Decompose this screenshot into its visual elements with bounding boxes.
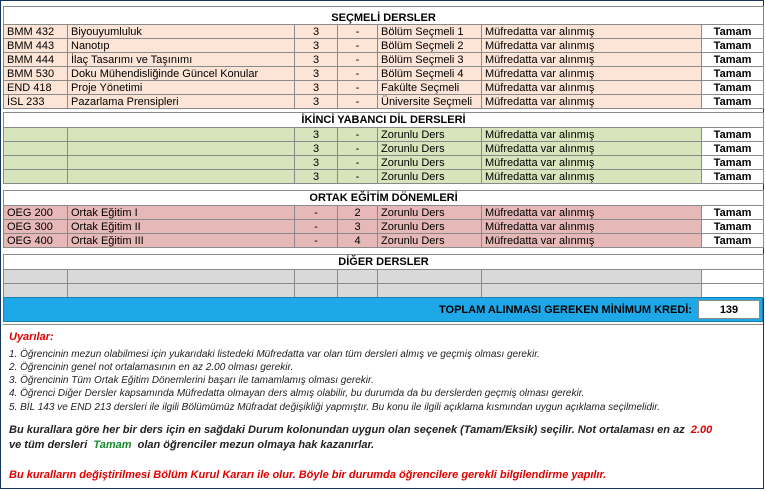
course-name-cell (68, 128, 295, 142)
credit-cell: 3 (295, 67, 338, 81)
course-code-cell: İSL 233 (4, 95, 68, 109)
course-name-cell (68, 170, 295, 184)
table-cell[interactable] (338, 270, 378, 284)
ects-cell: - (338, 81, 378, 95)
credit-cell: 3 (295, 128, 338, 142)
status-cell[interactable]: Tamam (702, 156, 764, 170)
status-cell[interactable]: Tamam (702, 220, 764, 234)
course-code-cell: BMM 444 (4, 53, 68, 67)
table-cell[interactable] (378, 270, 482, 284)
course-name-cell (68, 156, 295, 170)
total-credit-bar (3, 297, 763, 322)
course-name-cell: Pazarlama Prensipleri (68, 95, 295, 109)
foreign-language-table (3, 112, 764, 184)
curriculum-cell: Müfredatta var alınmış (482, 95, 702, 109)
table-cell[interactable] (4, 284, 68, 298)
credit-cell: 3 (295, 25, 338, 39)
other-courses-table (3, 254, 764, 298)
status-cell[interactable]: Tamam (702, 53, 764, 67)
credit-cell: 3 (295, 53, 338, 67)
credit-cell: 3 (295, 142, 338, 156)
ects-cell: - (338, 128, 378, 142)
course-name-cell: Ortak Eğitim III (68, 234, 295, 248)
course-type-cell: Zorunlu Ders (378, 142, 482, 156)
credit-cell: - (295, 234, 338, 248)
curriculum-cell: Müfredatta var alınmış (482, 67, 702, 81)
warning-item: 1. Öğrencinin mezun olabilmesi için yukarıdaki listedeki Müfredatta var olan tüm dersleri almış ve geçmiş olması gerekir. (9, 349, 540, 360)
curriculum-cell: Müfredatta var alınmış (482, 220, 702, 234)
course-type-cell: Zorunlu Ders (378, 170, 482, 184)
course-name-cell: Proje Yönetimi (68, 81, 295, 95)
table-cell[interactable] (4, 270, 68, 284)
table-row[interactable] (4, 142, 764, 156)
credit-cell: 3 (295, 156, 338, 170)
course-type-cell: Zorunlu Ders (378, 156, 482, 170)
course-code-cell: BMM 432 (4, 25, 68, 39)
table-row[interactable] (4, 170, 764, 184)
course-code-cell (4, 142, 68, 156)
course-type-cell: Üniversite Seçmeli (378, 95, 482, 109)
course-name-cell (68, 142, 295, 156)
table-row[interactable] (4, 53, 764, 67)
status-cell[interactable]: Tamam (702, 234, 764, 248)
status-cell[interactable]: Tamam (702, 25, 764, 39)
warnings-section (3, 324, 763, 489)
credit-cell: - (295, 206, 338, 220)
ects-cell: - (338, 39, 378, 53)
course-name-cell: Nanotıp (68, 39, 295, 53)
status-cell[interactable] (702, 284, 764, 298)
course-code-cell: OEG 200 (4, 206, 68, 220)
table-row[interactable] (4, 206, 764, 220)
credit-cell: - (295, 220, 338, 234)
rule-text-2: ve tüm dersleri (9, 439, 88, 451)
table-cell[interactable] (378, 284, 482, 298)
credit-cell: 3 (295, 170, 338, 184)
warning-item: 4. Öğrenci Diğer Dersler kapsamında Müfredatta olmayan ders almış olabilir, bu durumda da bu derslerden geçmiş olması gerekir. (9, 388, 585, 399)
table-cell[interactable] (68, 284, 295, 298)
curriculum-cell: Müfredatta var alınmış (482, 128, 702, 142)
table-row[interactable] (4, 270, 764, 284)
ects-cell: - (338, 142, 378, 156)
table-row[interactable] (4, 220, 764, 234)
table-row[interactable] (4, 81, 764, 95)
table-row[interactable] (4, 39, 764, 53)
ects-cell: - (338, 156, 378, 170)
credit-cell: 3 (295, 81, 338, 95)
table-row[interactable] (4, 67, 764, 81)
course-code-cell: END 418 (4, 81, 68, 95)
course-code-cell (4, 156, 68, 170)
curriculum-cell: Müfredatta var alınmış (482, 53, 702, 67)
course-type-cell: Bölüm Seçmeli 1 (378, 25, 482, 39)
elective-courses-table (3, 6, 764, 109)
course-name-cell: Biyouyumluluk (68, 25, 295, 39)
course-code-cell: OEG 400 (4, 234, 68, 248)
table-row[interactable] (4, 95, 764, 109)
course-type-cell: Zorunlu Ders (378, 128, 482, 142)
curriculum-cell: Müfredatta var alınmış (482, 156, 702, 170)
course-code-cell: OEG 300 (4, 220, 68, 234)
table-cell[interactable] (295, 284, 338, 298)
total-credit-label: TOPLAM ALINMASI GEREKEN MİNİMUM KREDİ: (439, 304, 692, 316)
course-type-cell: Zorunlu Ders (378, 234, 482, 248)
curriculum-cell: Müfredatta var alınmış (482, 206, 702, 220)
table-row[interactable] (4, 284, 764, 298)
table-row[interactable] (4, 25, 764, 39)
ects-cell: 2 (338, 206, 378, 220)
course-name-cell: İlaç Tasarımı ve Taşınımı (68, 53, 295, 67)
coop-section-title: ORTAK EĞİTİM DÖNEMLERİ (4, 191, 764, 206)
course-type-cell: Zorunlu Ders (378, 220, 482, 234)
rule-tamam-word: Tamam (93, 439, 132, 451)
status-cell[interactable]: Tamam (702, 81, 764, 95)
foreign-language-section-title: İKİNCİ YABANCI DİL DERSLERİ (4, 113, 764, 128)
course-name-cell: Ortak Eğitim I (68, 206, 295, 220)
course-type-cell: Bölüm Seçmeli 3 (378, 53, 482, 67)
rule-text-3: olan öğrenciler mezun olmaya hak kazanırlar. (137, 439, 375, 451)
course-code-cell (4, 128, 68, 142)
rule-text-1: Bu kurallara göre her bir ders için en sağdaki Durum kolonundan uygun olan seçenek (Tamam/Eksik) seçilir. Not ortalaması en az (9, 424, 685, 436)
credit-cell: 3 (295, 95, 338, 109)
curriculum-cell: Müfredatta var alınmış (482, 39, 702, 53)
table-cell[interactable] (482, 270, 702, 284)
course-name-cell: Ortak Eğitim II (68, 220, 295, 234)
course-type-cell: Bölüm Seçmeli 4 (378, 67, 482, 81)
ects-cell: - (338, 170, 378, 184)
ects-cell: 3 (338, 220, 378, 234)
table-row[interactable] (4, 234, 764, 248)
status-cell[interactable]: Tamam (702, 95, 764, 109)
table-cell[interactable] (68, 270, 295, 284)
curriculum-cell: Müfredatta var alınmış (482, 170, 702, 184)
status-cell[interactable]: Tamam (702, 39, 764, 53)
course-code-cell: BMM 530 (4, 67, 68, 81)
elective-section-title: SEÇMELİ DERSLER (4, 7, 764, 25)
ects-cell: - (338, 95, 378, 109)
curriculum-cell: Müfredatta var alınmış (482, 25, 702, 39)
status-cell[interactable] (702, 270, 764, 284)
status-cell[interactable]: Tamam (702, 206, 764, 220)
ects-cell: - (338, 67, 378, 81)
status-cell[interactable]: Tamam (702, 170, 764, 184)
total-credit-value[interactable]: 139 (698, 300, 760, 319)
warning-item: 2. Öğrencinin genel not ortalamasının en az 2.00 olması gerekir. (9, 362, 294, 373)
table-cell[interactable] (295, 270, 338, 284)
course-name-cell: Doku Mühendisliğinde Güncel Konular (68, 67, 295, 81)
course-type-cell: Bölüm Seçmeli 2 (378, 39, 482, 53)
curriculum-cell: Müfredatta var alınmış (482, 142, 702, 156)
course-code-cell (4, 170, 68, 184)
table-row[interactable] (4, 156, 764, 170)
coop-education-table (3, 190, 764, 248)
course-type-cell: Fakülte Seçmeli (378, 81, 482, 95)
credit-cell: 3 (295, 39, 338, 53)
course-type-cell: Zorunlu Ders (378, 206, 482, 220)
ects-cell: 4 (338, 234, 378, 248)
table-cell[interactable] (482, 284, 702, 298)
ects-cell: - (338, 25, 378, 39)
status-cell[interactable]: Tamam (702, 128, 764, 142)
status-cell[interactable]: Tamam (702, 67, 764, 81)
curriculum-cell: Müfredatta var alınmış (482, 81, 702, 95)
ects-cell: - (338, 53, 378, 67)
status-cell[interactable]: Tamam (702, 142, 764, 156)
table-row[interactable] (4, 128, 764, 142)
warning-item: 3. Öğrencinin Tüm Ortak Eğitim Dönemlerini başarı ile tamamlamış olması gerekir. (9, 375, 374, 386)
curriculum-cell: Müfredatta var alınmış (482, 234, 702, 248)
table-cell[interactable] (338, 284, 378, 298)
graduation-rule (9, 423, 754, 453)
rule-gpa-value: 2.00 (690, 424, 713, 436)
other-section-title: DİĞER DERSLER (4, 255, 764, 270)
warnings-title: Uyarılar: (9, 331, 54, 343)
final-note: Bu kuralların değiştirilmesi Bölüm Kurul Kararı ile olur. Böyle bir durumda öğrencilere gerekli bilgilendirme yapılır. (9, 469, 607, 481)
course-code-cell: BMM 443 (4, 39, 68, 53)
warning-item: 5. BİL 143 ve END 213 dersleri ile ilgili Bölümümüz Müfradat değişikliği yapmıştır. Bu konu ile ilgili açıklama kısmından uygun açıklama seçilmelidir. (9, 402, 661, 413)
